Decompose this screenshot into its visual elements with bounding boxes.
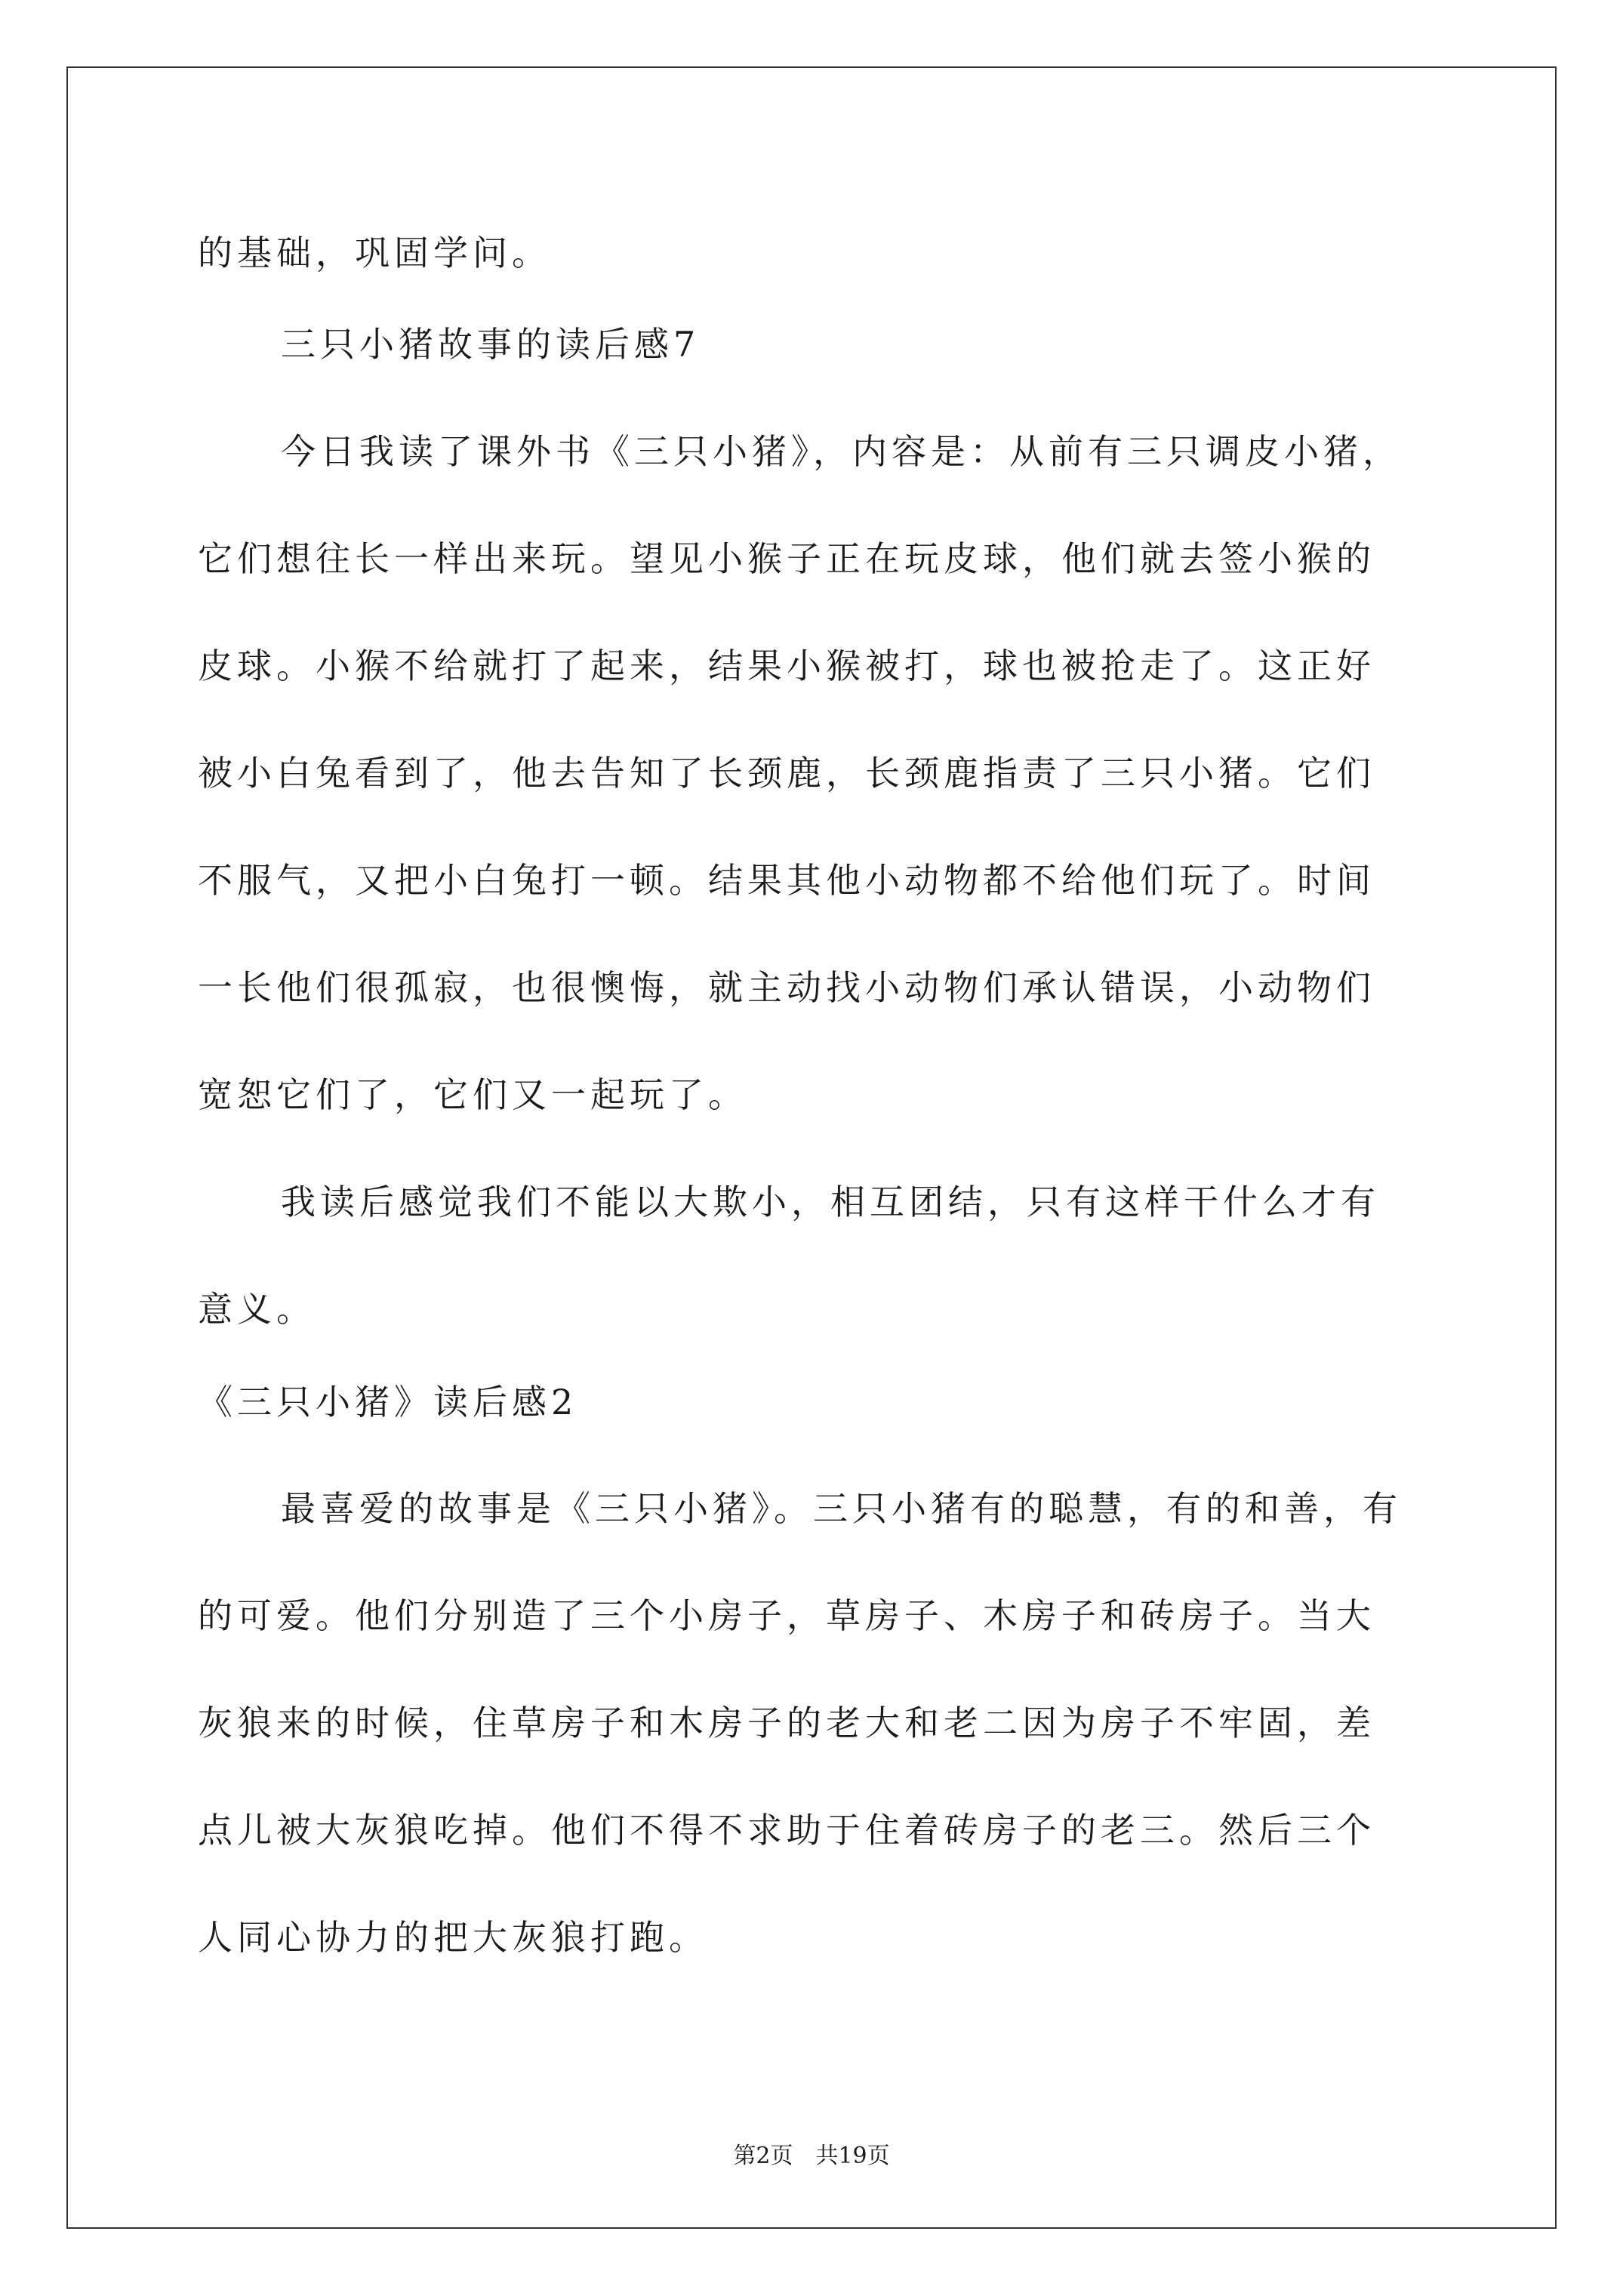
text-line: 意义。 — [198, 1289, 316, 1330]
text-line: 皮球。小猴不给就打了起来，结果小猴被打，球也被抢走了。这正好 — [198, 646, 1375, 686]
page-border — [66, 66, 1557, 2229]
text-line: 人同心协力的把大灰狼打跑。 — [198, 1917, 708, 1958]
paragraph-first-line: 最喜爱的故事是《三只小猪》。三只小猪有的聪慧，有的和善，有 — [281, 1488, 1402, 1529]
text-line: 被小白兔看到了，他去告知了长颈鹿，长颈鹿指责了三只小猪。它们 — [198, 753, 1375, 794]
page-number: 第2页 共19页 — [733, 2143, 890, 2169]
article-title: 《三只小猪》读后感2 — [198, 1382, 578, 1422]
section-heading: 三只小猪故事的读后感7 — [281, 324, 701, 365]
paragraph-first-line: 今日我读了课外书《三只小猪》，内容是：从前有三只调皮小猪， — [281, 431, 1402, 472]
text-line: 它们想往长一样出来玩。望见小猴子正在玩皮球，他们就去签小猴的 — [198, 538, 1375, 579]
paragraph-first-line: 我读后感觉我们不能以大欺小，相互团结，只有这样干什么才有 — [281, 1182, 1380, 1222]
text-line: 宽恕它们了，它们又一起玩了。 — [198, 1074, 747, 1115]
text-line: 点儿被大灰狼吃掉。他们不得不求助于住着砖房子的老三。然后三个 — [198, 1810, 1375, 1851]
text-line: 一长他们很孤寂，也很懊悔，就主动找小动物们承认错误，小动物们 — [198, 967, 1375, 1008]
text-line: 灰狼来的时候，住草房子和木房子的老大和老二因为房子不牢固，差 — [198, 1703, 1375, 1743]
text-line: 的可爱。他们分别造了三个小房子，草房子、木房子和砖房子。当大 — [198, 1595, 1375, 1636]
text-line: 不服气，又把小白兔打一顿。结果其他小动物都不给他们玩了。时间 — [198, 860, 1375, 901]
text-line: 的基础，巩固学问。 — [198, 233, 551, 273]
